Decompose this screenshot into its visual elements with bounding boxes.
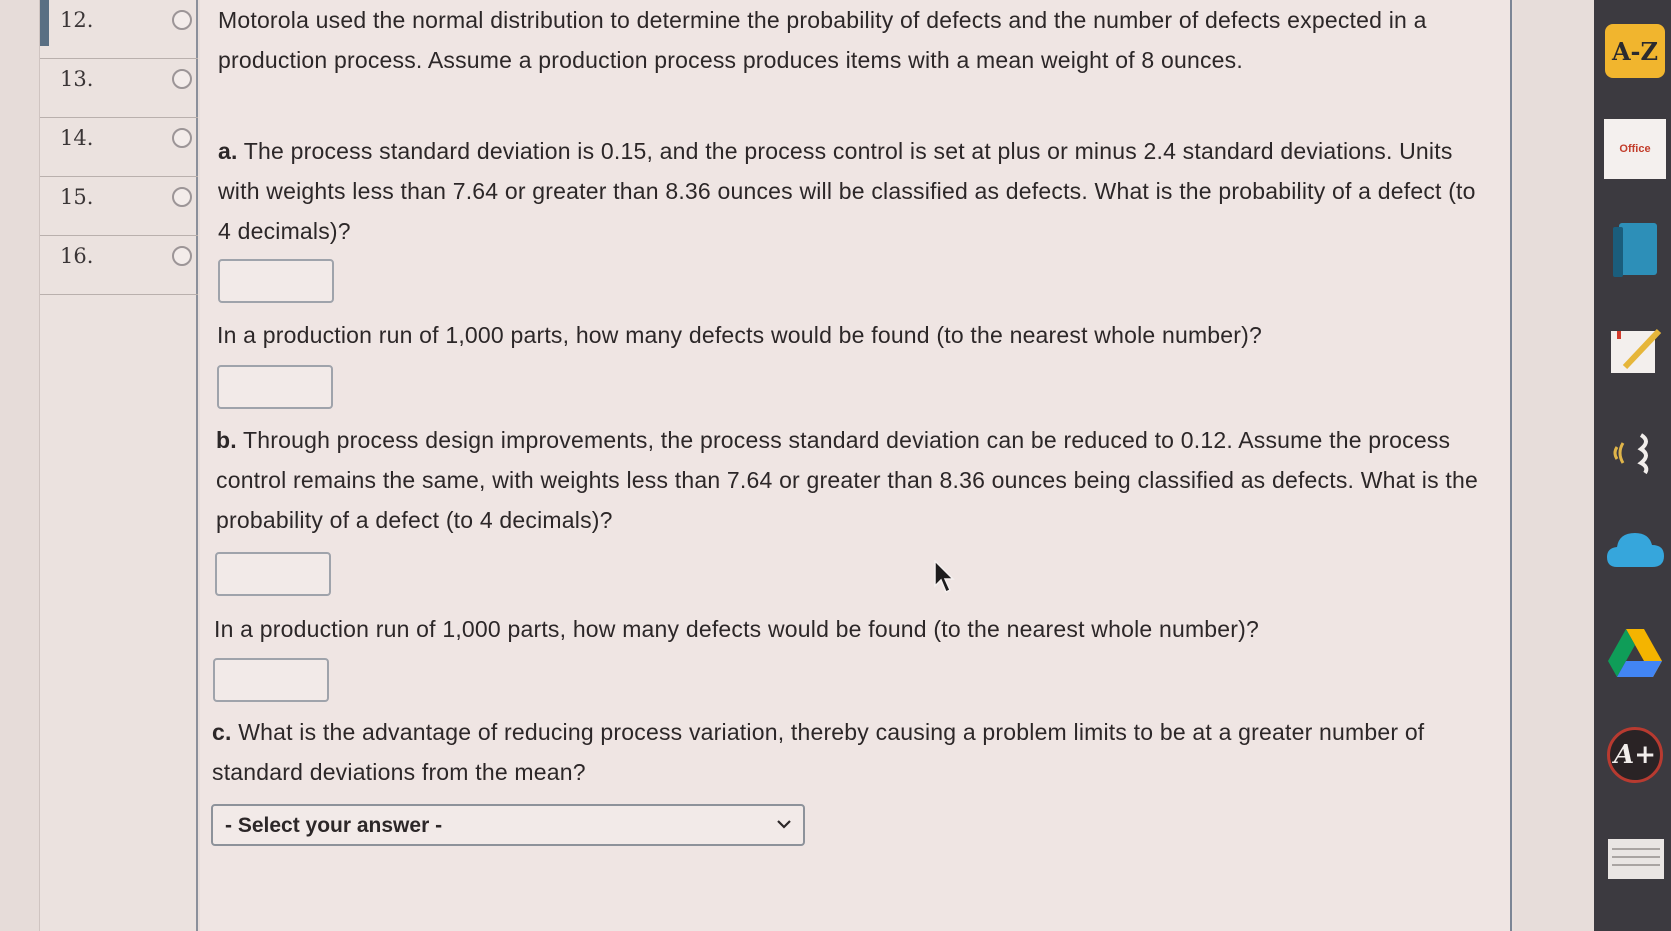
part-c-question: [212, 712, 1472, 792]
question-nav-item-12[interactable]: [40, 0, 198, 59]
book-icon[interactable]: [1604, 218, 1666, 280]
status-radio-icon: [172, 246, 192, 266]
part-b-defects-question: In a production run of 1,000 parts, how many defects would be found (to the nearest whole number)?: [214, 616, 1259, 642]
question-number: 13.: [60, 67, 94, 91]
status-radio-icon: [172, 10, 192, 30]
question-number: 15.: [60, 185, 94, 209]
chevron-down-icon: [775, 815, 793, 833]
part-a-question: [218, 131, 1488, 251]
right-gutter: [1514, 0, 1594, 931]
question-nav-item-14[interactable]: [40, 118, 198, 177]
status-radio-icon: [172, 128, 192, 148]
part-a-defects-input[interactable]: [217, 365, 333, 409]
az-dictionary-icon[interactable]: [1604, 20, 1666, 82]
cloud-icon[interactable]: [1604, 520, 1666, 582]
select-value: - Select your answer -: [225, 814, 443, 837]
status-radio-icon: [172, 187, 192, 207]
google-drive-icon[interactable]: [1604, 622, 1666, 684]
extensions-dock: [1594, 0, 1671, 931]
mouse-pointer-icon: [934, 560, 956, 594]
question-number: 12.: [60, 8, 94, 32]
cloud-shape: [1605, 529, 1665, 573]
part-a-probability-input[interactable]: [218, 259, 334, 303]
question-number: 14.: [60, 126, 94, 150]
part-c-text: What is the advantage of reducing process variation, thereby causing a problem limits to be at a greater number of standard deviations from the mean?: [212, 719, 1425, 785]
part-a-defects-question: In a production run of 1,000 parts, how many defects would be found (to the nearest whole number)?: [217, 322, 1262, 348]
office-label: Office: [1604, 119, 1666, 179]
question-navigator: [40, 0, 198, 931]
doc-stack-shape: [1604, 833, 1666, 885]
question-panel: [200, 0, 1512, 931]
part-b-probability-input[interactable]: [215, 552, 331, 596]
part-b-defects-input[interactable]: [213, 658, 329, 702]
aplus-app-icon[interactable]: [1604, 724, 1666, 786]
question-intro: Motorola used the normal distribution to determine the probability of defects and the number of defects expected in a production process. Assume a production process produces items with a mean weight of 8 ounces.: [218, 7, 1427, 73]
notes-shape: [1607, 323, 1663, 379]
part-b-question: [216, 420, 1506, 540]
question-number: 16.: [60, 244, 94, 268]
left-edge-strip: [0, 0, 40, 931]
office-app-icon[interactable]: [1604, 118, 1666, 180]
drive-shape: [1606, 627, 1664, 679]
active-question-indicator: [40, 0, 49, 46]
status-radio-icon: [172, 69, 192, 89]
book-shape: [1609, 219, 1661, 279]
part-a-text: The process standard deviation is 0.15, and the process control is set at plus or minus 2.4 standard deviations. Units with weights less than 7.64 or greater than 8.36 ounces will be classified as defects. What is the probability of a defect (to 4 decimals)?: [218, 138, 1476, 244]
az-label: A-Z: [1605, 24, 1665, 78]
aplus-label: A+: [1607, 727, 1663, 783]
question-nav-item-16[interactable]: [40, 236, 198, 295]
question-nav-item-13[interactable]: [40, 59, 198, 118]
part-c-label: c.: [212, 719, 232, 745]
notes-highlighter-icon[interactable]: [1604, 320, 1666, 382]
document-stack-icon[interactable]: [1604, 828, 1666, 890]
part-b-label: b.: [216, 427, 237, 453]
part-a-label: a.: [218, 138, 238, 164]
part-c-answer-select[interactable]: [211, 804, 805, 846]
text-to-speech-icon[interactable]: [1604, 422, 1666, 484]
part-b-text: Through process design improvements, the process standard deviation can be reduced to 0.12. Assume the process control remains the same, with weights less than 7.64 or greater than 8.36 ounces being classified as defects. What is the probability of a defect (to 4 decimals)?: [216, 427, 1478, 533]
speech-shape: [1607, 425, 1663, 481]
question-nav-item-15[interactable]: [40, 177, 198, 236]
